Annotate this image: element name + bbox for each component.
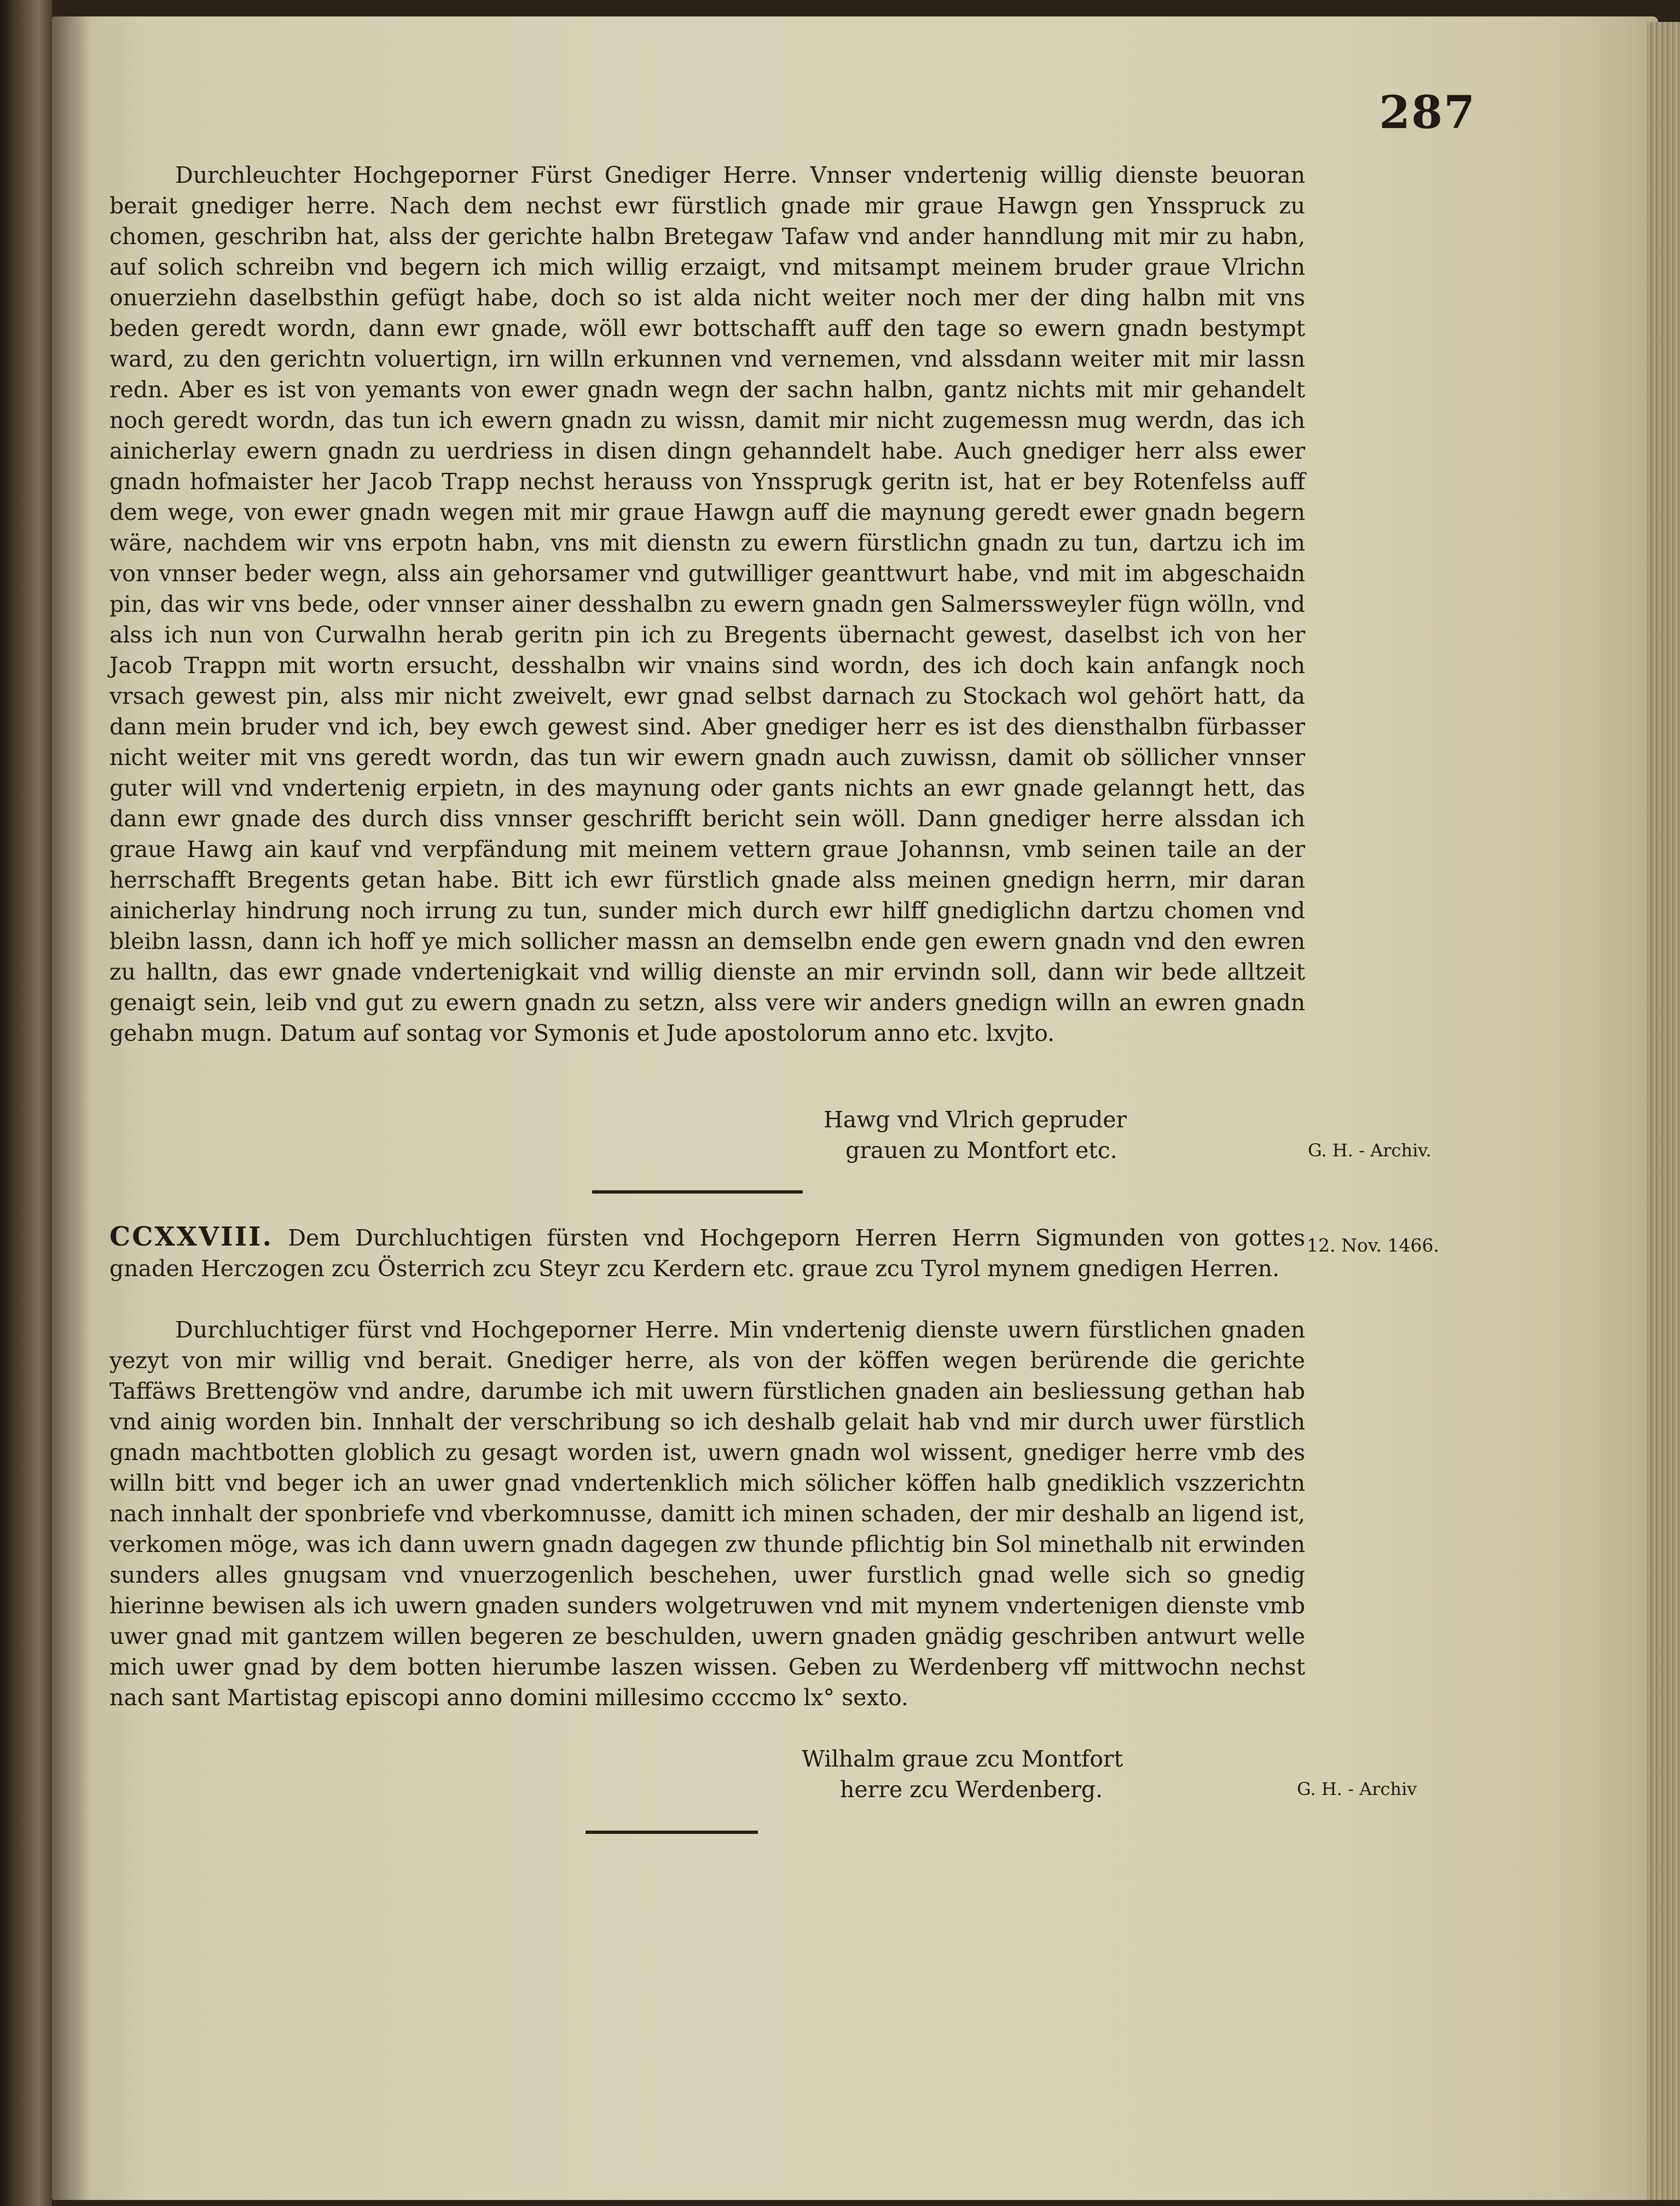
page-number: 287 xyxy=(1379,86,1476,139)
section-rule-2 xyxy=(586,1831,758,1834)
letter-1-signature-line-1: Hawg vnd Vlrich gepruder xyxy=(824,1107,1127,1133)
letter-1-text xyxy=(109,160,1305,1049)
letter-2-text xyxy=(109,1315,1305,1713)
page-edge-stack xyxy=(1647,22,1680,2200)
letter-1-signature-line-2: grauen zu Montfort etc. xyxy=(845,1137,1117,1163)
letter-2-date: 12. Nov. 1466. xyxy=(1307,1235,1439,1256)
document-number: CCXXVIII. xyxy=(109,1221,274,1252)
letter-2-signature-line-2: herre zcu Werdenberg. xyxy=(840,1776,1103,1803)
letter-2-archive-note: G. H. - Archiv xyxy=(1297,1779,1417,1799)
section-rule-1 xyxy=(592,1190,803,1194)
letter-2-address-paragraph xyxy=(109,1221,1305,1284)
letter-2-address: Dem Durchluchtigen fürsten vnd Hochgeporn Herren Herrn Sigmunden von gottes gnaden Herczogen zcu Österrich zcu Steyr zcu Kerdern etc. graue zcu Tyrol mynem gnedigen Herren. xyxy=(109,1225,1305,1282)
letter-2-address-block xyxy=(109,1221,1305,1284)
letter-2-body: Durchluchtiger fürst vnd Hochgeporner Herre. Min vndertenig dienste uwern fürstlichen gnaden yezyt von mir willig vnd berait. Gnediger herre, als von der köffen wegen berürende die gerichte Taffäws Brettengöw vnd andre, darumbe ich mit uwern fürstlichen gnaden ain besliessung gethan hab vnd ainig worden bin. Innhalt der verschribung so ich deshalb gelait hab vnd mir durch uwer fürstlich gnadn machtbotten globlich zu gesagt worden ist, uwern gnadn wol wissent, gnediger herre vmb des willn bitt vnd beger ich an uwer gnad vndertenklich mich sölicher köffen halb gnediklich vszzerichtn nach innhalt der sponbriefe vnd vberkomnusse, damitt ich minen schaden, der mir deshalb an ligend ist, verkomen möge, was ich dann uwern gnadn dagegen zw thunde pflichtig bin Sol minethalb nit erwinden sunders alles gnugsam vnd vnuerzogenlich beschehen, uwer furstlich gnad welle sich so gnedig hierinne bewisen als ich uwern gnaden sunders wolgetruwen vnd mit mynem vndertenigen dienste vmb uwer gnad mit gantzem willen begeren ze beschulden, uwern gnaden gnädig geschriben antwurt welle mich uwer gnad by dem botten hierumbe laszen wissen. Geben zu Werdenberg vff mittwochn nechst nach sant Martistag episcopi anno domini millesimo ccccmo lx° sexto. xyxy=(109,1317,1305,1711)
letter-1-body: Durchleuchter Hochgeporner Fürst Gnediger Herre. Vnnser vndertenig willig dienste beuoran berait gnediger herre. Nach dem nechst ewr fürstlich gnade mir graue Hawgn gen Ynsspruck zu chomen, geschribn hat, alss der gerichte halbn Bretegaw Tafaw vnd ander hanndlung mit mir zu habn, auf solich schreibn vnd begern ich mich willig erzaigt, vnd mitsampt meinem bruder graue Vlrichn onuerziehn daselbsthin gefügt habe, doch so ist alda nicht weiter noch mer der ding halbn mit vns beden geredt wordn, dann ewr gnade, wöll ewr bottschafft auff den tage so ewern gnadn bestympt ward, zu den gerichtn voluertign, irn willn erkunnen vnd vernemen, vnd alssdann weiter mit mir lassn redn. Aber es ist von yemants von ewer gnadn wegn der sachn halbn, gantz nichts mit mir gehandelt noch geredt wordn, das tun ich ewern gnadn zu wissn, damit mir nicht zugemessn mug werdn, das ich ainicherlay ewern gnadn zu uerdriess in disen dingn gehanndelt habe. Auch gnediger herr alss ewer gnadn hofmaister her Jacob Trapp nechst herauss von Ynssprugk geritn ist, hat er bey Rotenfelss auff dem wege, von ewer gnadn wegen mit mir graue Hawgn auff die maynung geredt ewer gnadn begern wäre, nachdem wir vns erpotn habn, vns mit dienstn zu ewern fürstlichn gnadn zu tun, dartzu ich im von vnnser beder wegn, alss ain gehorsamer vnd gutwilliger geanttwurt habe, vnd mit im abgeschaidn pin, das wir vns bede, oder vnnser ainer desshalbn zu ewern gnadn gen Salmerssweyler fügn wölln, vnd alss ich nun von Curwalhn herab geritn pin ich zu Bregents übernacht gewest, daselbst ich von her Jacob Trappn mit wortn ersucht, desshalbn wir vnains sind wordn, des ich doch kain anfangk noch vrsach gewest pin, alss mir nicht zweivelt, ewr gnad selbst darnach zu Stockach wol gehört hatt, da dann mein bruder vnd ich, bey ewch gewest sind. Aber gnediger herr es ist des diensthalbn fürbasser nicht weiter mit vns geredt wordn, das tun wir ewern gnadn auch zuwissn, damit ob söllicher vnnser guter will vnd vndertenig erpietn, in des maynung oder gants nichts an ewr gnade gelanngt hett, das dann ewr gnade des durch diss vnnser geschrifft bericht sein wöll. Dann gnediger herre alssdan ich graue Hawg ain kauf vnd verpfändung mit meinem vettern graue Johannsn, vmb seinen taile an der herrschafft Bregents getan habe. Bitt ich ewr fürstlich gnade alss meinen gnedign herrn, mir daran ainicherlay hindrung noch irrung zu tun, sunder mich durch ewr hilff gnediglichn dartzu chomen vnd bleibn lassn, dann ich hoff ye mich sollicher massn an demselbn ende gen ewern gnadn vnd den ewren zu halltn, das ewr gnade vndertenigkait vnd willig dienste an mir ervindn soll, dann wir bede alltzeit genaigt sein, leib vnd gut zu ewern gnadn zu setzn, alss vere wir anders gnedign willn an ewren gnadn gehabn mugn. Datum auf sontag vor Symonis et Jude apostolorum anno etc. lxvjto. xyxy=(109,162,1305,1046)
gutter-shadow xyxy=(52,16,90,2200)
letter-1-archive-note: G. H. - Archiv. xyxy=(1308,1140,1432,1161)
letter-2-signature-line-1: Wilhalm graue zcu Montfort xyxy=(802,1746,1123,1772)
facing-page-edge xyxy=(0,0,52,2206)
